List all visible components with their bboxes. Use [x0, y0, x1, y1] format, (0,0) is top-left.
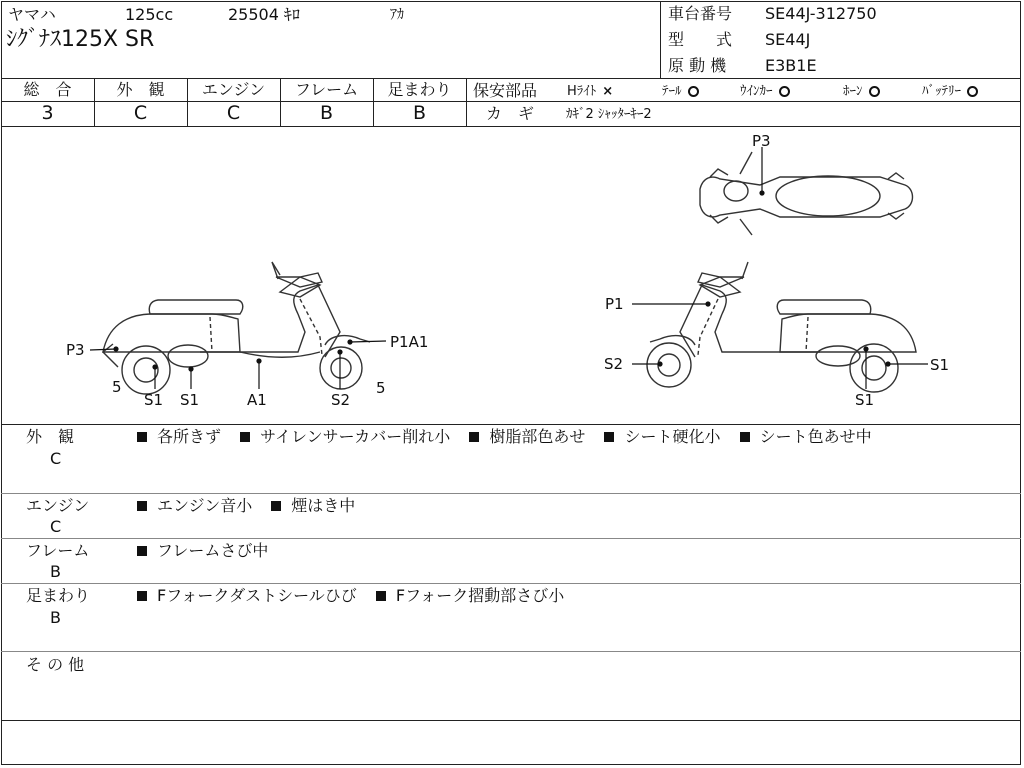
- divider: [1, 651, 1021, 652]
- exterior-grade: C: [133, 102, 148, 124]
- divider: [466, 101, 1021, 102]
- circle-mark-icon: [688, 86, 699, 97]
- label-top-p3: P3: [752, 132, 771, 150]
- label-right-s2: S2: [604, 355, 624, 373]
- remark-grade: C: [50, 517, 62, 536]
- remark-grade: B: [50, 608, 61, 627]
- bullet-square-icon: [604, 432, 614, 442]
- divider: [1, 424, 1021, 425]
- divider: [1, 538, 1021, 539]
- displacement: 125cc: [125, 5, 174, 24]
- bullet-square-icon: [240, 432, 250, 442]
- header-divider: [660, 1, 661, 78]
- label-right-s1b: S1: [855, 391, 875, 409]
- bullet-square-icon: [137, 546, 147, 556]
- remark-items: Fフォークダストシールひび Fフォーク摺動部さび小: [137, 587, 564, 605]
- remark-category: 外 観: [26, 427, 75, 446]
- remark-category: エンジン: [26, 496, 90, 515]
- scooter-left-view: [103, 262, 370, 394]
- color: ｱｶ: [390, 7, 404, 23]
- bullet-square-icon: [137, 501, 147, 511]
- label-left-s1b: S1: [180, 391, 200, 409]
- remark-items: フレームさび中: [137, 542, 268, 560]
- suspension-grade: B: [412, 102, 427, 124]
- bullet-square-icon: [137, 432, 147, 442]
- circle-mark-icon: [779, 86, 790, 97]
- bullet-square-icon: [137, 591, 147, 601]
- circle-mark-icon: [869, 86, 880, 97]
- frame-grade-label: フレーム: [294, 80, 359, 99]
- label-left-p1a1: P1A1: [390, 333, 429, 351]
- remark-category: 足まわり: [26, 586, 91, 605]
- divider: [1, 78, 1021, 79]
- remark-items: 各所きず サイレンサーカバー削れ小 樹脂部色あせ シート硬化小 シート色あせ中: [137, 428, 872, 446]
- label-left-s2: S2: [331, 391, 351, 409]
- safety-item-battery: ﾊﾞｯﾃﾘｰ: [922, 83, 978, 101]
- divider: [1, 493, 1021, 494]
- remark-grade: C: [50, 449, 62, 468]
- cross-mark-icon: ×: [602, 84, 614, 99]
- engine-value: E3B1E: [765, 56, 817, 75]
- exterior-label: 外 観: [116, 80, 165, 99]
- safety-item-headlight: Hﾗｲﾄ ×: [567, 84, 614, 99]
- frame-no: SE44J-312750: [765, 4, 877, 23]
- label-left-s1a: S1: [144, 391, 164, 409]
- scooter-right-view: [647, 262, 916, 392]
- circle-mark-icon: [967, 86, 978, 97]
- overall-label: 総 合: [23, 80, 72, 99]
- bullet-square-icon: [740, 432, 750, 442]
- safety-label: 保安部品: [473, 81, 538, 100]
- remark-items: エンジン音小 煙はき中: [137, 497, 355, 515]
- safety-item-tail: ﾃｰﾙ: [662, 83, 699, 101]
- label-right-p1: P1: [605, 295, 624, 313]
- remark-category: そ の 他: [26, 655, 85, 674]
- bullet-square-icon: [469, 432, 479, 442]
- engine-label: 原 動 機: [668, 56, 727, 75]
- bullet-square-icon: [376, 591, 386, 601]
- safety-item-winker: ｳｲﾝｶｰ: [740, 83, 790, 101]
- key-value: ｶｷﾞ2 ｼｬｯﾀｰｷｰ2: [566, 107, 652, 122]
- key-label: カ ギ: [486, 104, 535, 123]
- mileage: 25504 ｷﾛ: [228, 5, 300, 24]
- engine-grade-label: エンジン: [201, 80, 266, 99]
- type-value: SE44J: [765, 30, 811, 49]
- remark-grade: B: [50, 562, 61, 581]
- label-left-a1: A1: [247, 391, 267, 409]
- bullet-square-icon: [271, 501, 281, 511]
- label-left-5b: 5: [376, 379, 386, 397]
- suspension-grade-label: 足まわり: [387, 80, 452, 99]
- divider: [1, 720, 1021, 721]
- damage-diagram: [0, 127, 1020, 424]
- type-label: 型 式: [668, 30, 733, 49]
- label-left-5a: 5: [112, 378, 122, 396]
- overall-grade: 3: [41, 102, 54, 124]
- engine-grade: C: [226, 102, 241, 124]
- divider: [1, 583, 1021, 584]
- safety-item-horn: ﾎｰﾝ: [843, 83, 880, 101]
- model-name: ｼｸﾞﾅｽ125X SR: [6, 27, 155, 52]
- frame-grade: B: [319, 102, 334, 124]
- frame-no-label: 車台番号: [668, 4, 733, 23]
- label-left-p3: P3: [66, 341, 85, 359]
- scooter-top-view: [700, 152, 913, 235]
- divider: [466, 78, 467, 126]
- label-right-s1a: S1: [930, 356, 950, 374]
- remark-category: フレーム: [26, 541, 90, 560]
- maker: ヤマハ: [8, 5, 56, 24]
